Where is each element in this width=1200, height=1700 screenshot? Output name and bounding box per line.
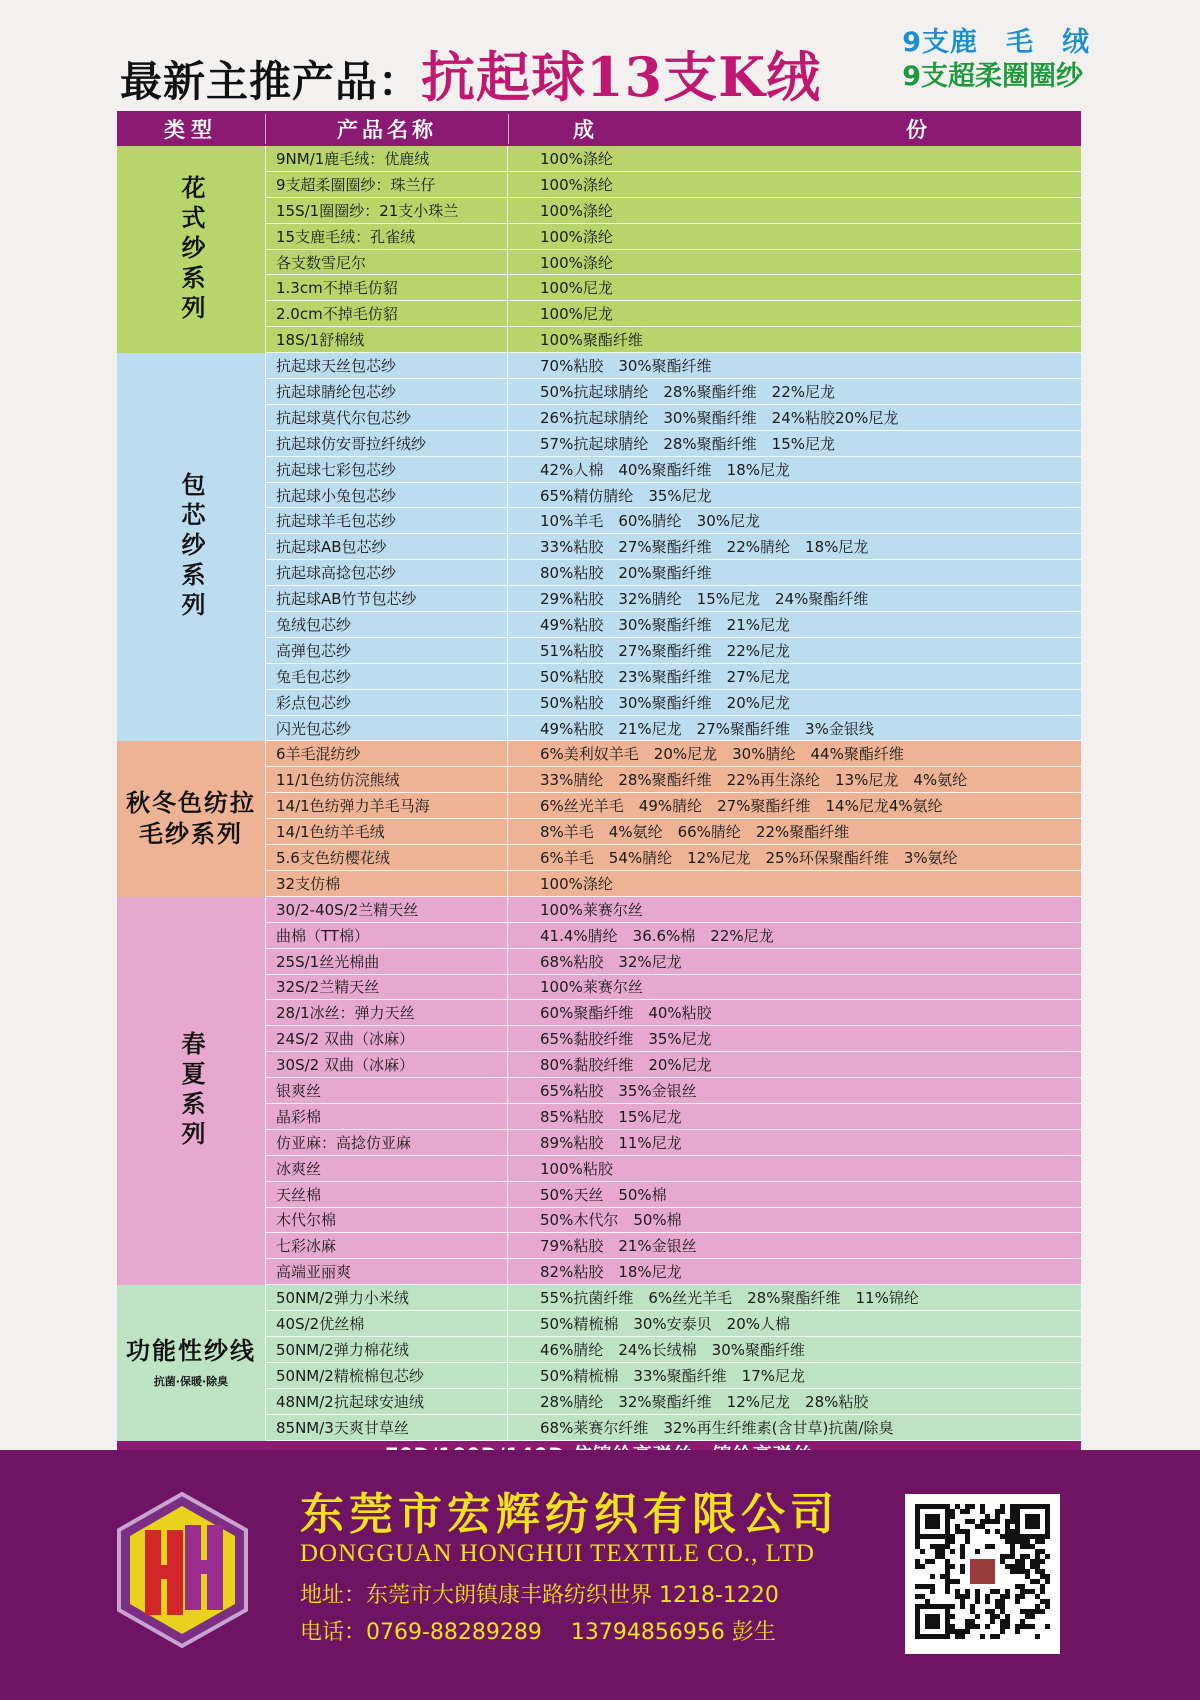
composition-cell: 55%抗菌纤维 6%丝光羊毛 28%聚酯纤维 11%锦纶 [507,1285,1081,1310]
product-name-cell: 抗起球仿安哥拉纤绒纱 [265,431,507,456]
table-row [265,1182,1081,1208]
product-name-cell: 抗起球七彩包芯纱 [265,457,507,482]
table-row [265,1156,1081,1182]
table-row [265,172,1081,198]
product-name-cell: 50NM/2弹力小米绒 [265,1285,507,1310]
composition-cell: 10%羊毛 60%腈纶 30%尼龙 [507,508,1081,533]
table-row [265,1389,1081,1415]
table-row [265,975,1081,1001]
table-row [265,1285,1081,1311]
product-name-cell: 9NM/1鹿毛绒：优鹿绒 [265,146,507,171]
product-name-cell: 25S/1丝光棉曲 [265,949,507,974]
group-name-cell [117,897,265,1285]
product-name-cell: 2.0cm不掉毛仿貂 [265,301,507,326]
table-row [265,1208,1081,1234]
table-row [265,612,1081,638]
page-title [120,35,821,112]
table-row [265,224,1081,250]
table-row [265,690,1081,716]
composition-cell: 50%粘胶 23%聚酯纤维 27%尼龙 [507,664,1081,689]
product-name-cell: 天丝棉 [265,1182,507,1207]
product-group [117,146,1081,353]
composition-cell: 100%涤纶 [507,250,1081,275]
table-row [265,871,1081,897]
composition-cell: 100%聚酯纤维 [507,327,1081,352]
table-row [265,1104,1081,1130]
product-name-cell: 抗起球高捻包芯纱 [265,560,507,585]
composition-cell: 82%粘胶 18%尼龙 [507,1259,1081,1284]
composition-cell: 29%粘胶 32%腈纶 15%尼龙 24%聚酯纤维 [507,586,1081,611]
table-body [117,146,1081,1441]
composition-cell: 50%木代尔 50%棉 [507,1208,1081,1233]
table-row [265,741,1081,767]
composition-cell: 100%尼龙 [507,301,1081,326]
composition-cell: 100%莱赛尔丝 [507,897,1081,922]
product-group [117,741,1081,896]
composition-cell: 26%抗起球腈纶 30%聚酯纤维 24%粘胶20%尼龙 [507,405,1081,430]
group-name-cell [117,1285,265,1440]
composition-cell: 65%精仿腈纶 35%尼龙 [507,483,1081,508]
product-group [117,897,1081,1285]
composition-cell: 65%粘胶 35%金银丝 [507,1078,1081,1103]
product-name-cell: 高端亚丽爽 [265,1259,507,1284]
group-name: 秋冬色纺拉毛纱系列 [126,789,256,849]
table-row [265,431,1081,457]
composition-cell: 85%粘胶 15%尼龙 [507,1104,1081,1129]
composition-cell: 46%腈纶 24%长绒棉 30%聚酯纤维 [507,1337,1081,1362]
product-name-cell: 50NM/2精梳棉包芯纱 [265,1363,507,1388]
composition-cell: 50%精梳棉 30%安泰贝 20%人棉 [507,1311,1081,1336]
group-name: 春夏系列 [177,1031,205,1151]
table-row [265,198,1081,224]
product-name-cell: 14/1色纺羊毛绒 [265,819,507,844]
table-row [265,664,1081,690]
product-name-cell: 15S/1圈圈纱：21支小珠兰 [265,198,507,223]
side-note-2: 9支超柔圈圈纱 [902,61,1083,92]
group-name: 功能性纱线 [126,1337,256,1366]
table-header [117,111,1081,146]
table-row [265,819,1081,845]
table-row [265,1000,1081,1026]
composition-cell: 8%羊毛 4%氨纶 66%腈纶 22%聚酯纤维 [507,819,1081,844]
product-name-cell: 抗起球AB包芯纱 [265,534,507,559]
product-name-cell: 48NM/2抗起球安迪绒 [265,1389,507,1414]
product-name-cell: 抗起球AB竹节包芯纱 [265,586,507,611]
composition-cell: 6%丝光羊毛 49%腈纶 27%聚酯纤维 14%尼龙4%氨纶 [507,793,1081,818]
product-name-cell: 彩点包芯纱 [265,690,507,715]
product-name-cell: 银爽丝 [265,1078,507,1103]
composition-cell: 49%粘胶 30%聚酯纤维 21%尼龙 [507,612,1081,637]
table-row [265,534,1081,560]
composition-cell: 57%抗起球腈纶 28%聚酯纤维 15%尼龙 [507,431,1081,456]
table-row [265,767,1081,793]
qr-code-icon[interactable] [905,1494,1060,1654]
product-name-cell: 抗起球莫代尔包芯纱 [265,405,507,430]
composition-cell: 80%粘胶 20%聚酯纤维 [507,560,1081,585]
product-name-cell: 晶彩棉 [265,1104,507,1129]
composition-cell: 79%粘胶 21%金银丝 [507,1233,1081,1258]
table-row [265,1363,1081,1389]
composition-cell: 41.4%腈纶 36.6%棉 22%尼龙 [507,923,1081,948]
group-rows [265,353,1081,741]
table-row [265,1415,1081,1441]
table-row [265,586,1081,612]
product-name-cell: 30S/2 双曲（冰麻） [265,1052,507,1077]
product-name-cell: 6羊毛混纺纱 [265,741,507,766]
product-name-cell: 抗起球天丝包芯纱 [265,353,507,378]
composition-cell: 50%精梳棉 33%聚酯纤维 17%尼龙 [507,1363,1081,1388]
table-row [265,457,1081,483]
composition-cell: 68%莱赛尔纤维 32%再生纤维素(含甘草)抗菌/除臭 [507,1415,1081,1440]
composition-cell: 65%黏胶纤维 35%尼龙 [507,1026,1081,1051]
composition-cell: 60%聚酯纤维 40%粘胶 [507,1000,1081,1025]
company-name-cn: 东莞市宏辉纺织有限公司 [300,1489,839,1540]
title-side-notes [902,26,1090,94]
table-row [265,146,1081,172]
table-row [265,353,1081,379]
composition-cell: 100%粘胶 [507,1156,1081,1181]
product-name-cell: 11/1色纺仿浣熊绒 [265,767,507,792]
table-row [265,508,1081,534]
table-row [265,1052,1081,1078]
page-header [110,20,1110,110]
product-name-cell: 30/2-40S/2兰精天丝 [265,897,507,922]
product-name-cell: 32S/2兰精天丝 [265,975,507,1000]
product-name-cell: 5.6支色纺樱花绒 [265,845,507,870]
composition-cell: 68%粘胶 32%尼龙 [507,949,1081,974]
table-row [265,949,1081,975]
table-row [265,1337,1081,1363]
product-name-cell: 40S/2优丝棉 [265,1311,507,1336]
composition-cell: 6%美利奴羊毛 20%尼龙 30%腈纶 44%聚酯纤维 [507,741,1081,766]
table-row [265,638,1081,664]
table-row [265,1233,1081,1259]
table-row [265,405,1081,431]
group-rows [265,146,1081,353]
featured-product-title: 抗起球13支K绒 [421,45,822,109]
composition-cell: 80%黏胶纤维 20%尼龙 [507,1052,1081,1077]
group-name-cell [117,146,265,353]
composition-cell: 100%尼龙 [507,275,1081,300]
table-row [265,1259,1081,1285]
group-name: 包芯纱系列 [177,472,205,623]
product-name-cell: 高弹包芯纱 [265,638,507,663]
composition-cell: 49%粘胶 21%尼龙 27%聚酯纤维 3%金银线 [507,716,1081,741]
composition-cell: 51%粘胶 27%聚酯纤维 22%尼龙 [507,638,1081,663]
product-name-cell: 9支超柔圈圈纱：珠兰仔 [265,172,507,197]
composition-cell: 6%羊毛 54%腈纶 12%尼龙 25%环保聚酯纤维 3%氨纶 [507,845,1081,870]
composition-cell: 50%抗起球腈纶 28%聚酯纤维 22%尼龙 [507,379,1081,404]
header-type: 类型 [164,117,218,142]
product-name-cell: 32支仿棉 [265,871,507,896]
company-phone: 电话：0769-88289289 13794856956 彭生 [300,1620,776,1645]
product-name-cell: 28/1冰丝：弹力天丝 [265,1000,507,1025]
table-row [265,1311,1081,1337]
table-row [265,379,1081,405]
product-name-cell: 兔绒包芯纱 [265,612,507,637]
product-name-cell: 仿亚麻：高捻仿亚麻 [265,1130,507,1155]
table-row [265,1130,1081,1156]
product-name-cell: 抗起球腈纶包芯纱 [265,379,507,404]
table-row [265,250,1081,276]
table-row [265,1026,1081,1052]
composition-cell: 50%粘胶 30%聚酯纤维 20%尼龙 [507,690,1081,715]
product-name-cell: 闪光包芯纱 [265,716,507,741]
composition-cell: 100%涤纶 [507,224,1081,249]
composition-cell: 33%腈纶 28%聚酯纤维 22%再生涤纶 13%尼龙 4%氨纶 [507,767,1081,792]
product-name-cell: 抗起球羊毛包芯纱 [265,508,507,533]
group-subtitle: 抗菌·保暖·除臭 [153,1375,229,1389]
composition-cell: 100%涤纶 [507,871,1081,896]
composition-cell: 28%腈纶 32%聚酯纤维 12%尼龙 28%粘胶 [507,1389,1081,1414]
composition-cell: 100%涤纶 [507,198,1081,223]
hh-hexagon-logo-icon [115,1490,250,1650]
table-row [265,560,1081,586]
product-name-cell: 曲棉（TT棉） [265,923,507,948]
product-name-cell: 85NM/3天爽甘草丝 [265,1415,507,1440]
header-composition: 成 份 [508,114,1081,144]
group-name-cell [117,353,265,741]
group-name-cell [117,741,265,896]
group-rows [265,1285,1081,1440]
table-row [265,793,1081,819]
composition-cell: 100%涤纶 [507,146,1081,171]
product-name-cell: 冰爽丝 [265,1156,507,1181]
composition-cell: 89%粘胶 11%尼龙 [507,1130,1081,1155]
composition-cell: 100%涤纶 [507,172,1081,197]
company-address: 地址：东莞市大朗镇康丰路纺织世界 1218-1220 [300,1583,779,1608]
table-row [265,327,1081,353]
product-group [117,353,1081,741]
product-name-cell: 各支数雪尼尔 [265,250,507,275]
group-rows [265,897,1081,1285]
product-name-cell: 24S/2 双曲（冰麻） [265,1026,507,1051]
product-name-cell: 14/1色纺弹力羊毛马海 [265,793,507,818]
table-row [265,845,1081,871]
title-prefix: 最新主推产品： [120,57,422,106]
product-name-cell: 1.3cm不掉毛仿貂 [265,275,507,300]
product-name-cell: 50NM/2弹力棉花绒 [265,1337,507,1362]
product-name-cell: 木代尔棉 [265,1208,507,1233]
side-note-1: 9支鹿 毛 绒 [902,27,1090,58]
product-table [117,111,1081,1469]
group-rows [265,741,1081,896]
composition-cell: 70%粘胶 30%聚酯纤维 [507,353,1081,378]
product-group [117,1285,1081,1440]
header-product-name: 产品名称 [265,114,508,144]
product-name-cell: 18S/1舒棉绒 [265,327,507,352]
composition-cell: 42%人棉 40%聚酯纤维 18%尼龙 [507,457,1081,482]
product-name-cell: 抗起球小兔包芯纱 [265,483,507,508]
product-name-cell: 兔毛包芯纱 [265,664,507,689]
table-row [265,1078,1081,1104]
product-name-cell: 七彩冰麻 [265,1233,507,1258]
group-name: 花式纱系列 [177,174,205,325]
table-row [265,716,1081,742]
composition-cell: 100%莱赛尔丝 [507,975,1081,1000]
table-row [265,275,1081,301]
table-row [265,897,1081,923]
table-row [265,483,1081,509]
product-name-cell: 15支鹿毛绒：孔雀绒 [265,224,507,249]
company-name-en: DONGGUAN HONGHUI TEXTILE CO., LTD [300,1540,815,1567]
composition-cell: 50%天丝 50%棉 [507,1182,1081,1207]
company-banner [0,1450,1200,1700]
table-row [265,923,1081,949]
table-row [265,301,1081,327]
composition-cell: 33%粘胶 27%聚酯纤维 22%腈纶 18%尼龙 [507,534,1081,559]
